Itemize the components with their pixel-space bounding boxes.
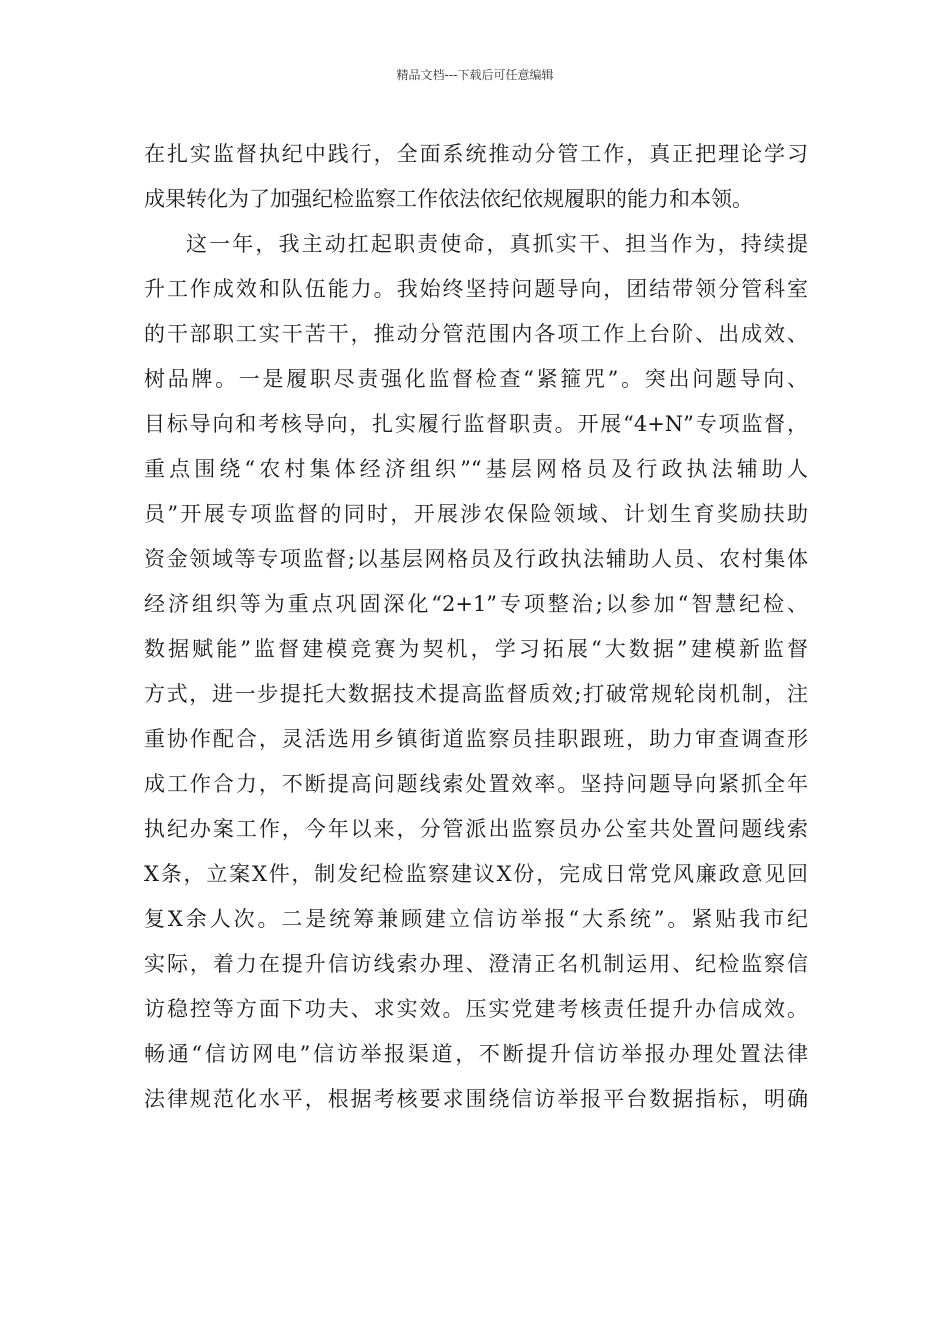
text-line: 执纪办案工作，今年以来，分管派出监察员办公室共处置问题线索 — [144, 817, 808, 841]
text-line: 这一年，我主动扛起职责使命，真抓实干、担当作为，持续提 — [186, 232, 808, 256]
text-line: 成工作合力，不断提高问题线索处置效率。坚持问题导向紧抓全年 — [144, 772, 808, 796]
text-line: 的干部职工实干苦干，推动分管范围内各项工作上台阶、出成效、 — [144, 322, 808, 346]
paragraph — [144, 132, 808, 222]
page-header: 精品文档---下载后可任意编辑 — [396, 68, 554, 82]
text-line: 重点围绕“农村集体经济组织”“基层网格员及行政执法辅助人 — [144, 457, 808, 481]
text-line: 法律规范化水平，根据考核要求围绕信访举报平台数据指标，明确 — [144, 1087, 808, 1111]
text-line: 成果转化为了加强纪检监察工作依法依纪依规履职的能力和本领。 — [144, 187, 753, 211]
text-line: 访稳控等方面下功夫、求实效。压实党建考核责任提升办信成效。 — [144, 997, 808, 1021]
text-line: X条，立案X件，制发纪检监察建议X份，完成日常党风廉政意见回 — [144, 862, 808, 886]
text-line: 树品牌。一是履职尽责强化监督检查“紧箍咒”。突出问题导向、 — [144, 367, 808, 391]
text-line: 实际，着力在提升信访线索办理、澄清正名机制运用、纪检监察信 — [144, 952, 808, 976]
text-line: 重协作配合，灵活选用乡镇街道监察员挂职跟班，助力审查调查形 — [144, 727, 808, 751]
paragraph — [144, 222, 808, 1122]
document-body — [144, 132, 808, 1122]
text-line: 经济组织等为重点巩固深化“2+1”专项整治;以参加“智慧纪检、 — [144, 592, 808, 616]
text-line: 在扎实监督执纪中践行，全面系统推动分管工作，真正把理论学习 — [144, 142, 808, 166]
text-line: 目标导向和考核导向，扎实履行监督职责。开展“4+N”专项监督， — [144, 412, 808, 436]
text-line: 员”开展专项监督的同时，开展涉农保险领域、计划生育奖励扶助 — [144, 502, 808, 526]
text-line: 升工作成效和队伍能力。我始终坚持问题导向，团结带领分管科室 — [144, 277, 808, 301]
text-line: 复X余人次。二是统筹兼顾建立信访举报“大系统”。紧贴我市纪 — [144, 907, 808, 931]
text-line: 资金领域等专项监督;以基层网格员及行政执法辅助人员、农村集体 — [144, 547, 808, 571]
text-line: 畅通“信访网电”信访举报渠道，不断提升信访举报办理处置法律 — [144, 1042, 808, 1066]
text-line: 数据赋能”监督建模竞赛为契机，学习拓展“大数据”建模新监督 — [144, 637, 808, 661]
text-line: 方式，进一步提托大数据技术提高监督质效;打破常规轮岗机制，注 — [144, 682, 808, 706]
